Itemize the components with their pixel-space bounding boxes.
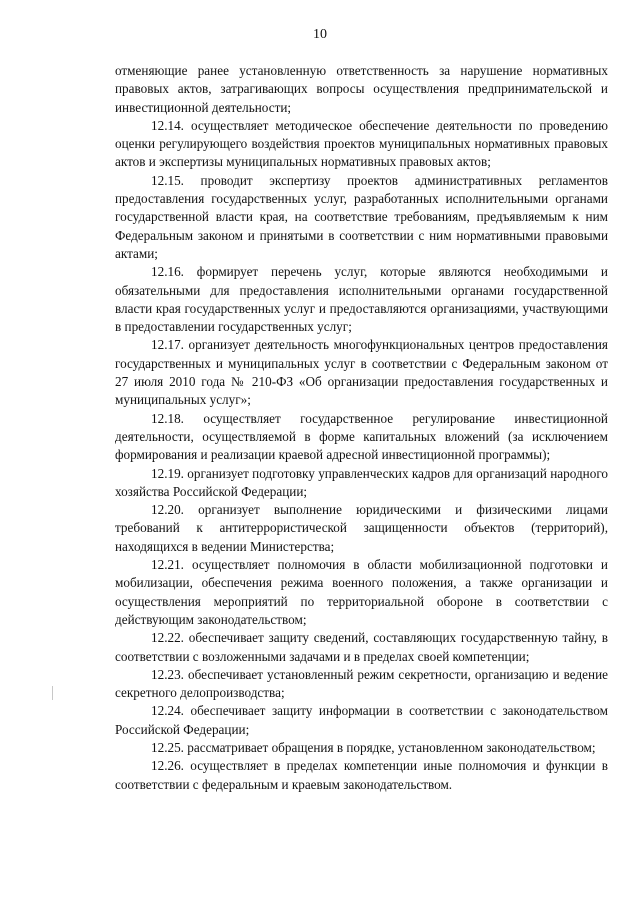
- paragraph-12-22: 12.22. обеспечивает защиту сведений, составляющих государственную тайну, в соответствии с возложенными задачами и в пределах своей компетенции;: [115, 630, 608, 664]
- paragraph-12-20: 12.20. организует выполнение юридическими и физическими лицами требований к антитеррористической защищенности объектов (территорий), находящихся в ведении Министерства;: [115, 502, 608, 554]
- paragraph-12-17: 12.17. организует деятельность многофункциональных центров предоставления государственных и муниципальных услуг в соответствии с Федеральным законом от 27 июля 2010 года № 210-ФЗ «Об организации предоставления государственных и муниципальных услуг»;: [115, 337, 608, 408]
- paragraph-continuation: отменяющие ранее установленную ответственность за нарушение нормативных правовых актов, затрагивающих вопросы осуществления предпринимательской и инвестиционной деятельности;: [115, 63, 608, 115]
- paragraph-12-15: 12.15. проводит экспертизу проектов административных регламентов предоставления государственных услуг, разработанных исполнительными органами государственной власти края, на соответствие требованиям, предъявляемым к ним Федеральным законом и принятыми в соответствии с ним нормативными правовыми актами;: [115, 172, 608, 261]
- paragraph-12-24: 12.24. обеспечивает защиту информации в соответствии с законодательством Российской Федерации;: [115, 703, 608, 737]
- paragraph-12-16: 12.16. формирует перечень услуг, которые являются необходимыми и обязательными для предоставления исполнительными органами государственной власти края государственных услуг и предоставляются организациями, участвующими в предоставлении государственных услуг;: [115, 264, 608, 335]
- paragraph-12-18: 12.18. осуществляет государственное регулирование инвестиционной деятельности, осуществляемой в форме капитальных вложений (за исключением формирования и реализации краевой адресной инвестиционной программы);: [115, 410, 608, 463]
- document-body: [115, 62, 608, 794]
- paragraph-12-14: 12.14. осуществляет методическое обеспечение деятельности по проведению оценки регулирующего воздействия проектов муниципальных нормативных правовых актов и экспертизы муниципальных нормативных правовых актов;: [115, 117, 608, 170]
- page-number: 10: [313, 27, 327, 42]
- paragraph-12-23: 12.23. обеспечивает установленный режим секретности, организацию и ведение секретного делопроизводства;: [115, 666, 608, 701]
- paragraph-12-26: 12.26. осуществляет в пределах компетенции иные полномочия и функции в соответствии с федеральным и краевым законодательством.: [115, 758, 608, 792]
- margin-mark: [52, 686, 53, 700]
- paragraph-12-21: 12.21. осуществляет полномочия в области мобилизационной подготовки и мобилизации, обеспечения режима военного положения, а также организации и осуществления мероприятий по территориальной обороне в соответствии с действующим законодательством;: [115, 557, 608, 627]
- paragraph-12-19: 12.19. организует подготовку управленческих кадров для организаций народного хозяйства Российской Федерации;: [115, 465, 608, 499]
- paragraph-12-25: 12.25. рассматривает обращения в порядке, установленном законодательством;: [151, 739, 596, 755]
